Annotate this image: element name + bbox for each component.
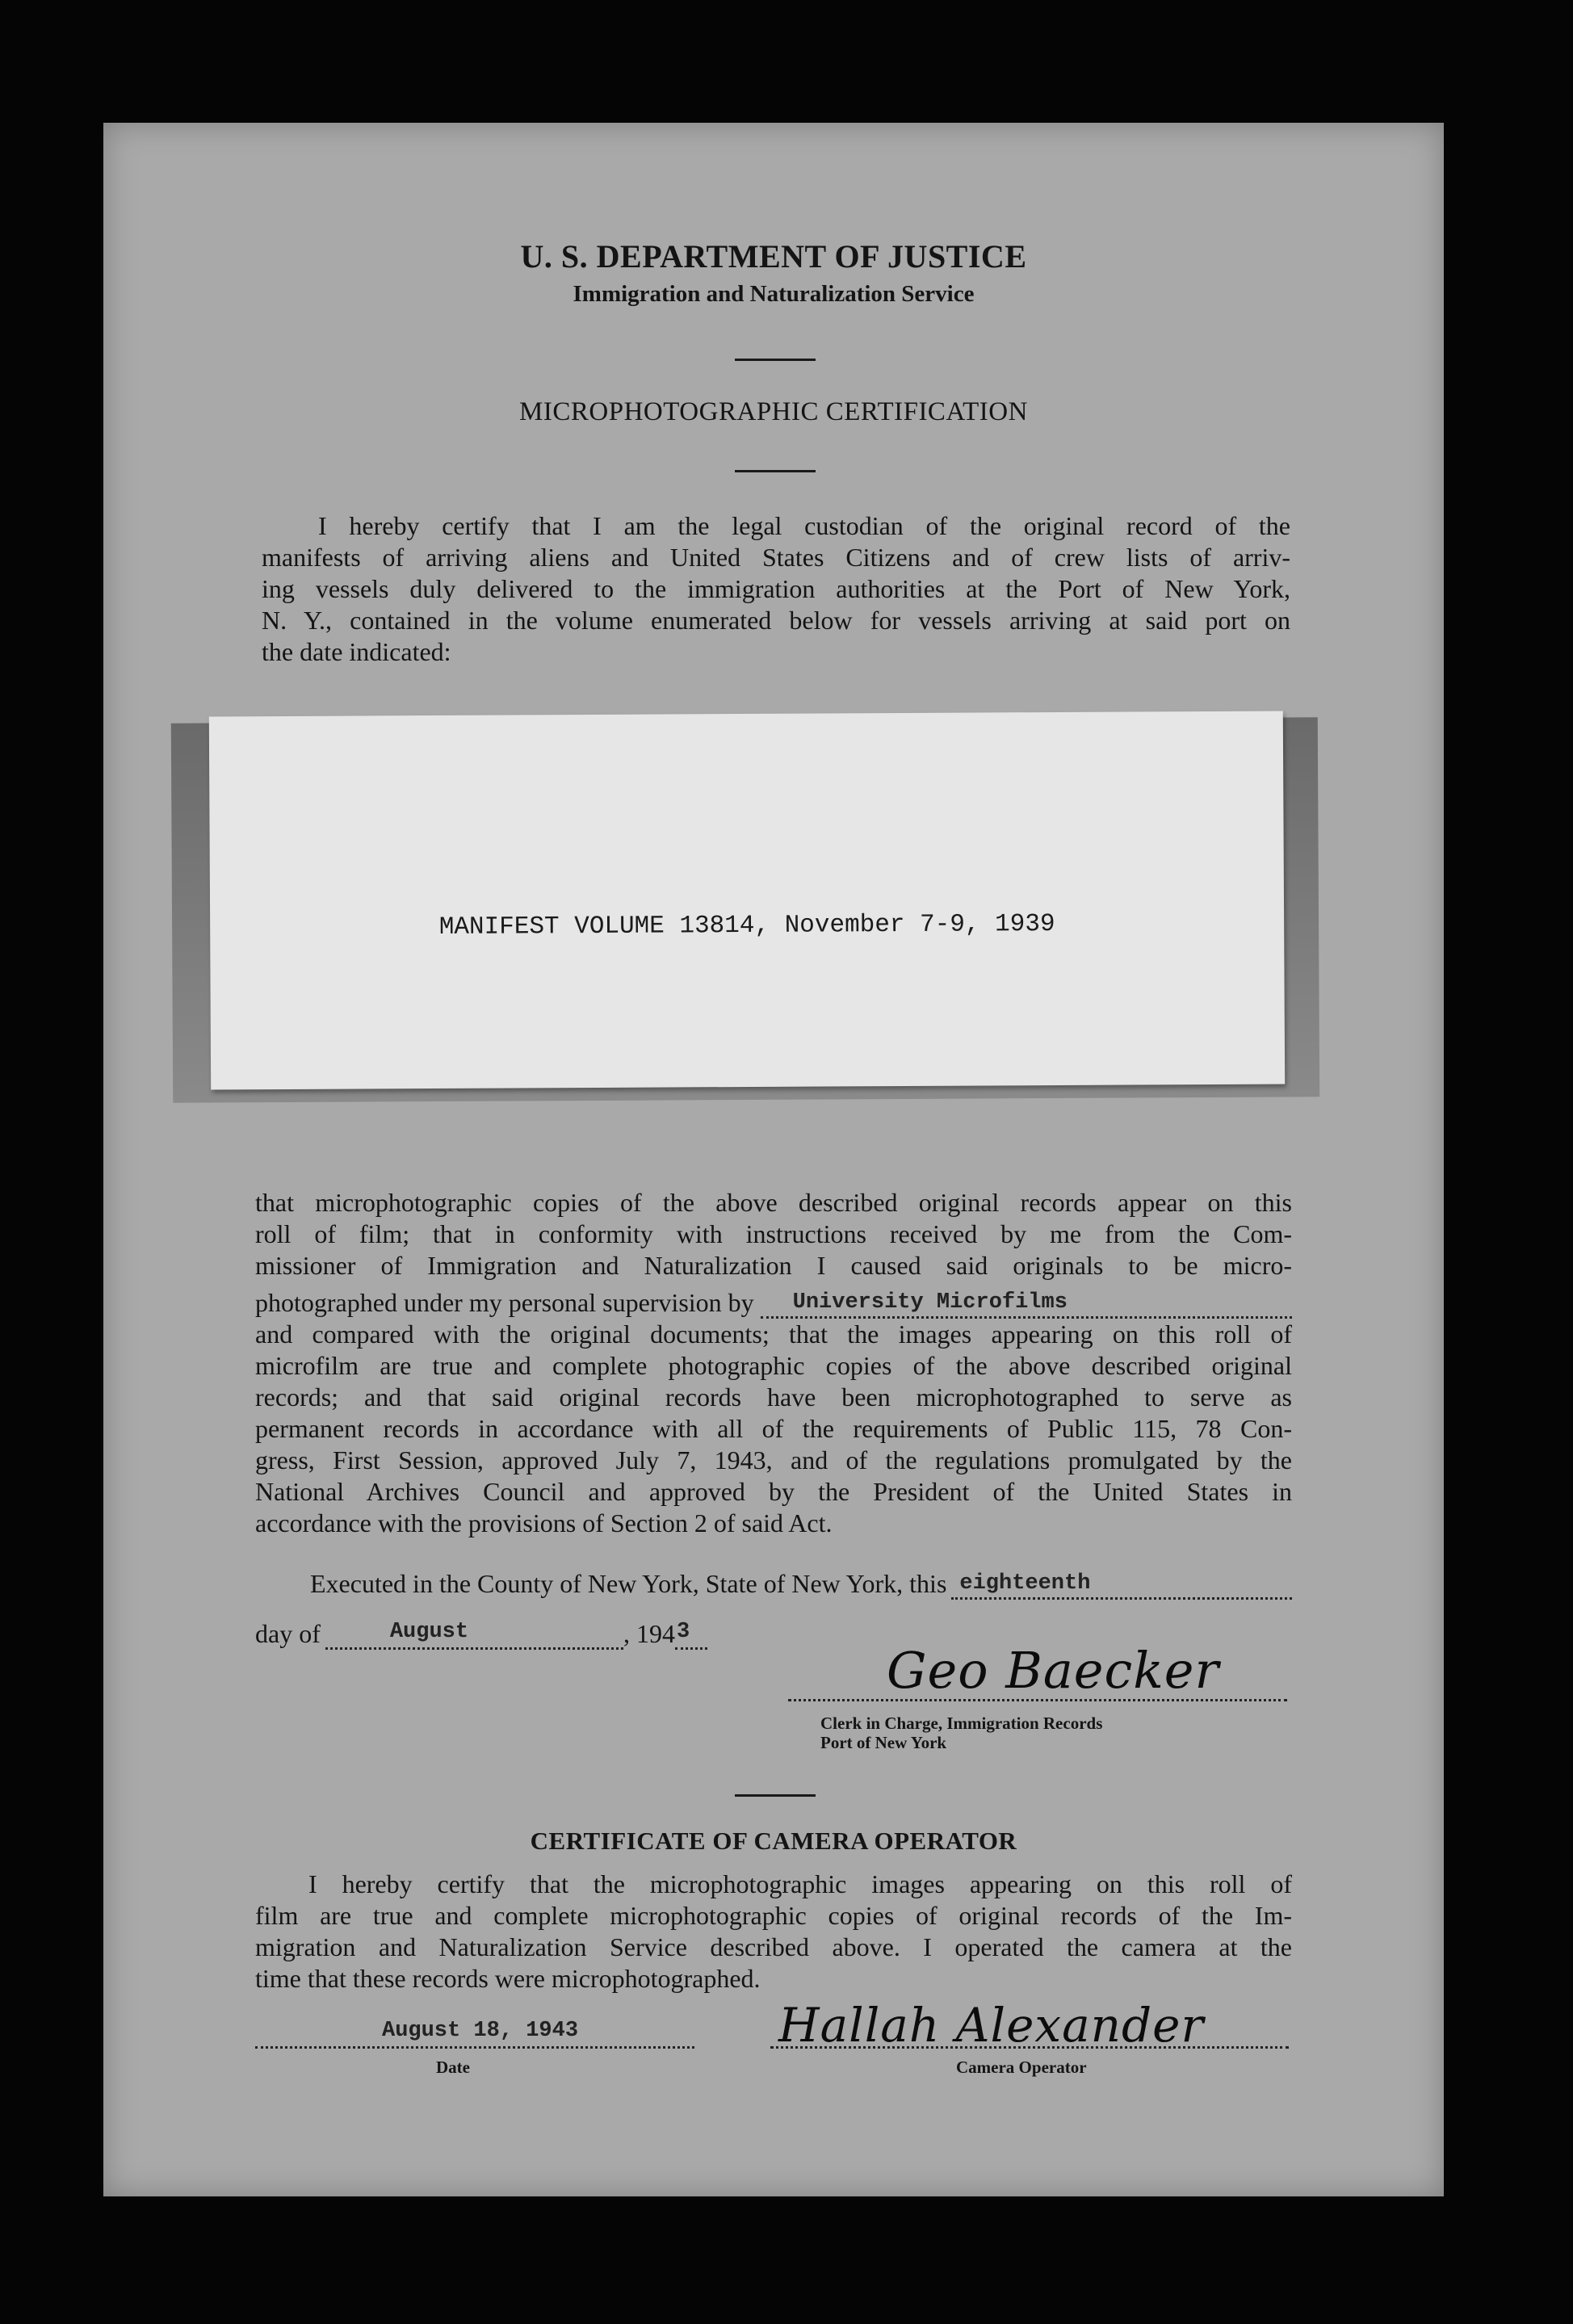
- intro-paragraph: [262, 510, 1290, 668]
- date-label: Date: [436, 2058, 470, 2077]
- body-paragraph: [255, 1187, 1292, 1539]
- day-of-line: [255, 1618, 707, 1650]
- certification-heading: MICROPHOTOGRAPHIC CERTIFICATION: [519, 397, 1028, 426]
- intro-line: ing vessels duly delivered to the immigration authorities at the Port of New York,: [262, 574, 1290, 603]
- intro-line: N. Y., contained in the volume enumerated below for vessels arriving at said port on: [262, 606, 1290, 635]
- camera-line: migration and Naturalization Service described above. I operated the camera at the: [255, 1932, 1292, 1961]
- day-fill-line: [951, 1573, 1292, 1600]
- certificate-sheet: [103, 123, 1444, 2196]
- body-line: and compared with the original documents; that the images appearing on this roll of: [255, 1319, 1292, 1349]
- supervision-fill-line: [761, 1292, 1292, 1319]
- year-fill-line: [675, 1620, 707, 1650]
- year-prefix: , 194: [623, 1619, 675, 1648]
- divider: [735, 470, 816, 472]
- clerk-signature: Geo Baecker: [887, 1641, 1220, 1700]
- month-fill-line: [325, 1620, 623, 1650]
- intro-line: manifests of arriving aliens and United States Citizens and of crew lists of arriv-: [262, 543, 1290, 572]
- body-line: microfilm are true and complete photographic copies of the above described original: [255, 1351, 1292, 1380]
- camera-operator-signature: Hallah Alexander: [778, 1998, 1205, 2053]
- intro-line: the date indicated:: [262, 637, 451, 666]
- body-line: records; and that said original records have been microphotographed to serve as: [255, 1382, 1292, 1412]
- body-line: that microphotographic copies of the above described original records appear on this: [255, 1188, 1292, 1217]
- body-line: missioner of Immigration and Naturalization I caused said originals to be micro-: [255, 1251, 1292, 1280]
- body-line: gress, First Session, approved July 7, 1943, and of the regulations promulgated by the: [255, 1445, 1292, 1475]
- date-line: [255, 2046, 694, 2049]
- body-line: roll of film; that in conformity with instructions received by me from the Com-: [255, 1219, 1292, 1248]
- body-line: National Archives Council and approved by the President of the United States in: [255, 1477, 1292, 1506]
- camera-operator-label: Camera Operator: [956, 2058, 1087, 2077]
- camera-line: I hereby certify that the microphotographic images appearing on this roll of: [308, 1869, 1292, 1898]
- executed-prefix: Executed in the County of New York, State of New York, this: [310, 1569, 947, 1598]
- day-value: eighteenth: [959, 1571, 1091, 1596]
- manifest-volume-text: MANIFEST VOLUME 13814, November 7-9, 1939: [438, 910, 1055, 942]
- camera-line: time that these records were microphotographed.: [255, 1964, 761, 1993]
- manifest-card: [209, 711, 1285, 1090]
- divider: [735, 359, 816, 361]
- department-title: U. S. DEPARTMENT OF JUSTICE: [520, 238, 1027, 275]
- clerk-title-line: Clerk in Charge, Immigration Records: [820, 1714, 1103, 1733]
- camera-line: film are true and complete microphotographic copies of original records of the Im-: [255, 1901, 1292, 1930]
- body-line: permanent records in accordance with all of the requirements of Public 115, 78 Con-: [255, 1414, 1292, 1443]
- executed-line: [310, 1568, 1292, 1600]
- operator-line: [770, 2046, 1289, 2049]
- year-digit: 3: [677, 1620, 690, 1644]
- supervision-line: [255, 1286, 1292, 1319]
- camera-heading: CERTIFICATE OF CAMERA OPERATOR: [530, 1827, 1017, 1855]
- clerk-signature-line: [788, 1699, 1287, 1701]
- divider: [735, 1794, 816, 1797]
- supervision-value: University Microfilms: [792, 1290, 1068, 1315]
- supervision-prefix: photographed under my personal supervision by: [255, 1288, 754, 1317]
- body-line: accordance with the provisions of Section 2 of said Act.: [255, 1508, 833, 1537]
- camera-date-value: August 18, 1943: [382, 2019, 579, 2043]
- camera-paragraph: [255, 1869, 1292, 1995]
- clerk-title-line: Port of New York: [820, 1733, 947, 1752]
- clerk-title: [820, 1714, 1102, 1752]
- month-value: August: [389, 1620, 469, 1644]
- intro-line: I hereby certify that I am the legal custodian of the original record of the: [318, 511, 1290, 540]
- day-of-label: day of: [255, 1619, 321, 1648]
- service-subtitle: Immigration and Naturalization Service: [573, 281, 975, 307]
